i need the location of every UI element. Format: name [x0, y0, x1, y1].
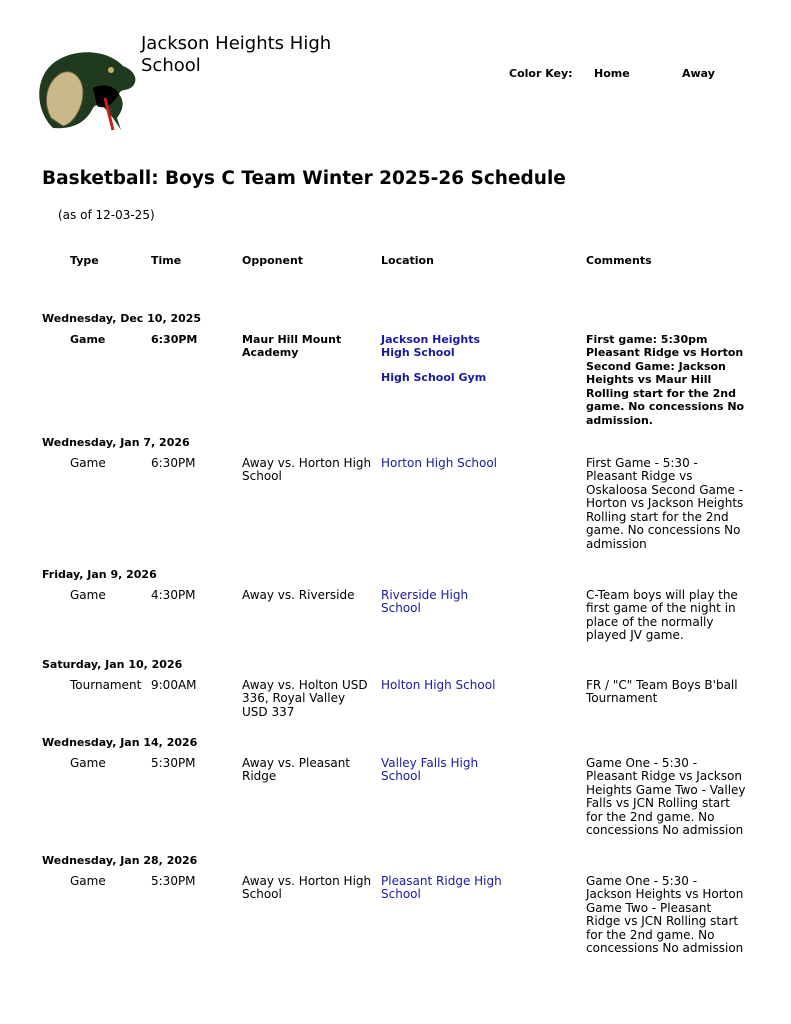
cobra-logo-icon — [33, 48, 139, 132]
event-comments: First game: 5:30pm Pleasant Ridge vs Horton Second Game: Jackson Heights vs Maur Hill Rolling start for the 2nd game. No concessions No admission. — [586, 332, 745, 427]
event-type: Tournament — [70, 677, 142, 692]
event-date: Saturday, Jan 10, 2026 — [42, 658, 183, 671]
event-date: Wednesday, Jan 28, 2026 — [42, 854, 198, 867]
header-location: Location — [381, 254, 434, 267]
event-date: Wednesday, Dec 10, 2025 — [42, 312, 202, 325]
as-of-date: (as of 12-03-25) — [58, 208, 155, 222]
location-link[interactable]: Holton High School — [381, 677, 496, 692]
header-comments: Comments — [586, 254, 652, 267]
location-link[interactable]: Pleasant Ridge High School — [381, 873, 502, 901]
event-type: Game — [70, 873, 106, 888]
event-opponent: Away vs. Holton USD 336, Royal Valley USD 337 — [242, 677, 368, 719]
event-time: 4:30PM — [151, 587, 196, 602]
event-date: Friday, Jan 9, 2026 — [42, 568, 157, 581]
color-key-home: Home — [594, 67, 630, 80]
event-opponent: Away vs. Riverside — [242, 587, 355, 602]
event-date: Wednesday, Jan 7, 2026 — [42, 436, 190, 449]
location-link[interactable]: Horton High School — [381, 455, 497, 470]
event-time: 6:30PM — [151, 332, 198, 346]
event-type: Game — [70, 332, 106, 346]
header-type: Type — [70, 254, 99, 267]
color-key-label: Color Key: — [509, 67, 573, 80]
location-link-gym[interactable]: High School Gym — [381, 370, 487, 384]
event-section — [0, 436, 791, 568]
event-type: Game — [70, 455, 106, 470]
event-opponent: Maur Hill Mount Academy — [242, 332, 342, 359]
event-time: 6:30PM — [151, 455, 196, 470]
event-comments: Game One - 5:30 - Jackson Heights vs Horton Game Two - Pleasant Ridge vs JCN Rolling start for the 2nd game. No concessions No admission — [586, 873, 744, 955]
location-link[interactable]: Jackson Heights High School — [381, 332, 481, 359]
event-comments: Game One - 5:30 - Pleasant Ridge vs Jackson Heights Game Two - Valley Falls vs JCN Rolling start for the 2nd game. No concessions No admission — [586, 755, 746, 837]
event-opponent: Away vs. Horton High School — [242, 455, 372, 483]
location-link[interactable]: Riverside High School — [381, 587, 469, 615]
header-time: Time — [151, 254, 182, 267]
event-section — [0, 736, 791, 854]
event-opponent: Away vs. Pleasant Ridge — [242, 755, 351, 783]
school-name: Jackson Heights High School — [141, 33, 332, 76]
event-time: 5:30PM — [151, 755, 196, 770]
color-key-away: Away — [682, 67, 715, 80]
event-type: Game — [70, 587, 106, 602]
event-time: 9:00AM — [151, 677, 197, 692]
location-link[interactable]: Valley Falls High School — [381, 755, 479, 783]
event-opponent: Away vs. Horton High School — [242, 873, 372, 901]
event-date: Wednesday, Jan 14, 2026 — [42, 736, 198, 749]
page-title: Basketball: Boys C Team Winter 2025-26 Schedule — [42, 168, 566, 189]
event-section — [0, 312, 791, 436]
event-time: 5:30PM — [151, 873, 196, 888]
event-section — [0, 854, 791, 964]
event-section — [0, 658, 791, 736]
event-comments: C-Team boys will play the first game of the night in place of the normally played JV game. — [586, 587, 738, 642]
event-comments: FR / "C" Team Boys B'ball Tournament — [586, 677, 738, 705]
event-section — [0, 568, 791, 658]
event-type: Game — [70, 755, 106, 770]
header-opponent: Opponent — [242, 254, 304, 267]
event-comments: First Game - 5:30 - Pleasant Ridge vs Oskaloosa Second Game - Horton vs Jackson Heights Rolling start for the 2nd game. No concessions No admission — [586, 455, 744, 551]
